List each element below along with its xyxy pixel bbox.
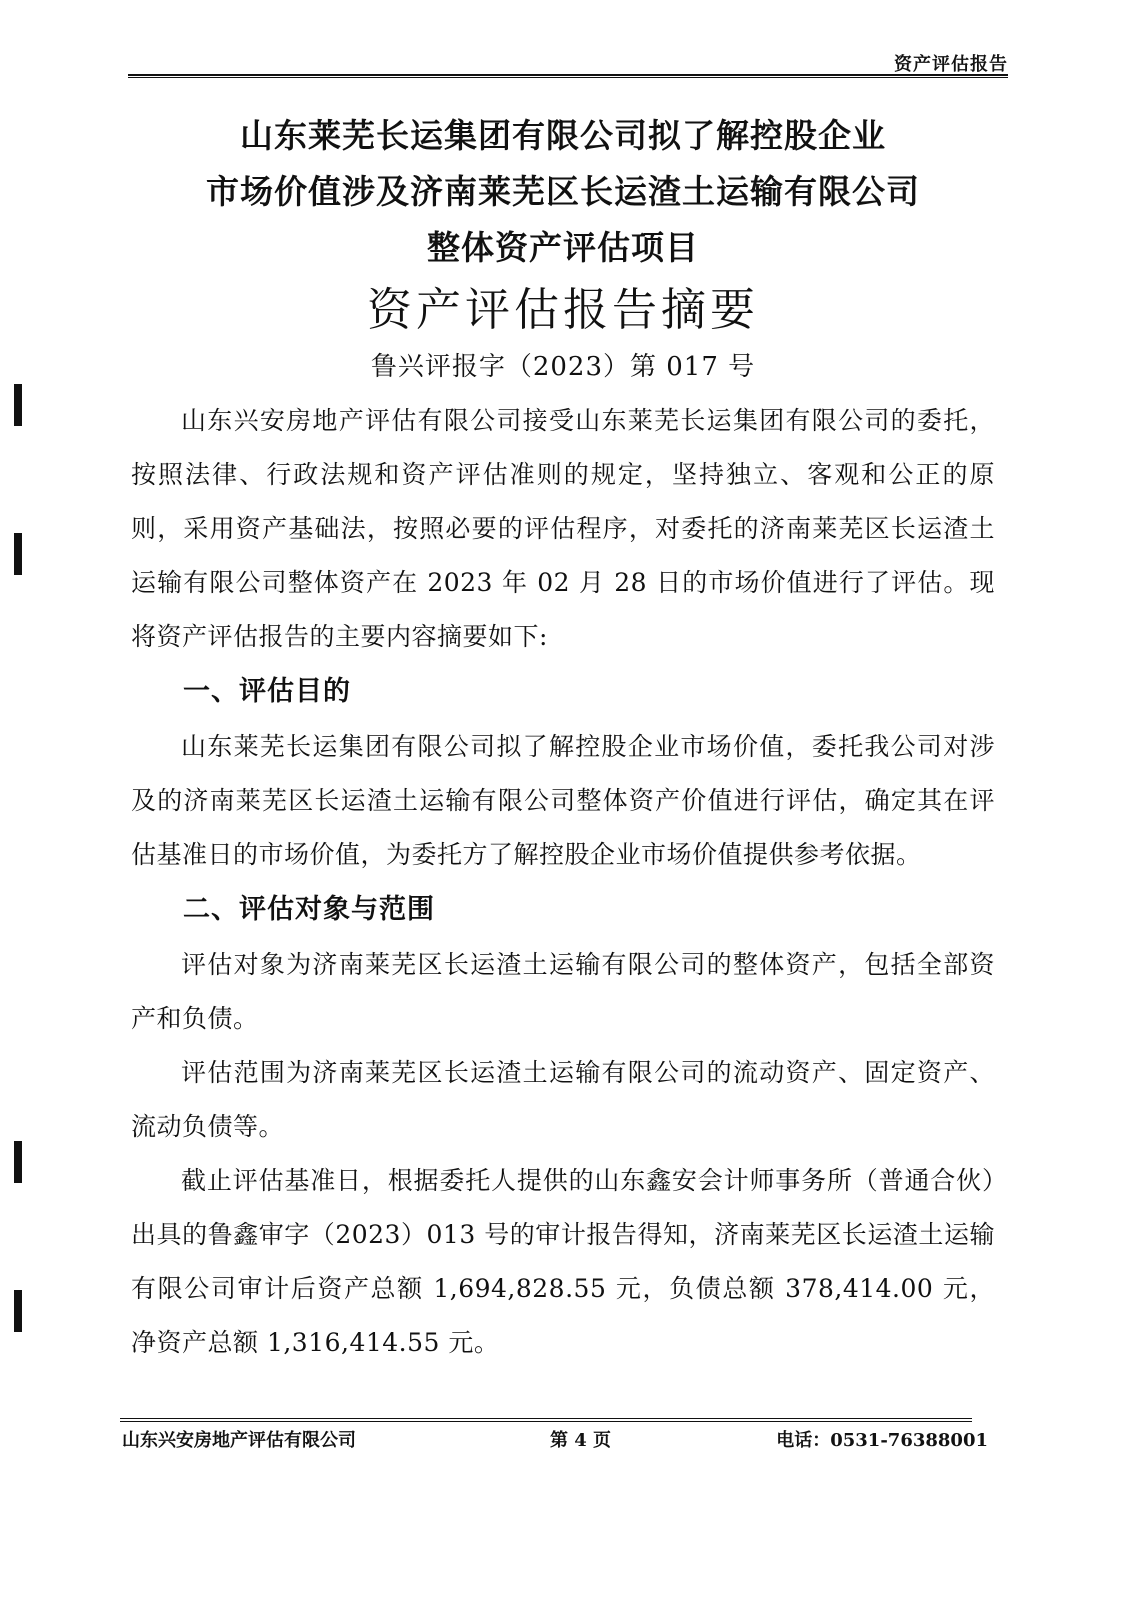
section-1-paragraph: 山东莱芜长运集团有限公司拟了解控股企业市场价值，委托我公司对涉及的济南莱芜区长运渣土运输有限公司整体资产价值进行评估，确定其在评估基准日的市场价值，为委托方了解控股企业市场价值提供参考依据。	[131, 732, 995, 869]
footer-company: 山东兴安房地产评估有限公司	[122, 1430, 356, 1451]
document-body	[131, 394, 995, 1370]
binding-mark	[14, 533, 22, 575]
project-title-line-1: 山东莱芜长运集团有限公司拟了解控股企业	[240, 116, 886, 155]
footer-phone: 电话：0531-76388001	[776, 1430, 988, 1451]
report-number: 鲁兴评报字（2023）第 017 号	[370, 352, 756, 382]
header-rule	[128, 74, 1008, 76]
running-header: 资产评估报告	[894, 54, 1008, 75]
evaluation-object-paragraph: 评估对象为济南莱芜区长运渣土运输有限公司的整体资产，包括全部资产和负债。	[131, 950, 995, 1033]
binding-mark	[14, 384, 22, 426]
report-main-title: 资产评估报告摘要	[366, 283, 759, 336]
page-number: 第 4 页	[550, 1430, 612, 1451]
audit-summary-paragraph: 截止评估基准日，根据委托人提供的山东鑫安会计师事务所（普通合伙）出具的鲁鑫审字（2023）013 号的审计报告得知，济南莱芜区长运渣土运输有限公司审计后资产总额 1,694,828.55 元，负债总额 378,414.00 元，净资产总额 1,316,414.55 元。	[131, 1166, 995, 1357]
title-block	[0, 108, 1126, 390]
binding-mark	[14, 1290, 22, 1332]
section-2-heading: 二、评估对象与范围	[183, 894, 435, 925]
project-title-line-2: 市场价值涉及济南莱芜区长运渣土运输有限公司	[206, 172, 920, 211]
footer-rule-thin	[120, 1421, 972, 1422]
header-rule-thin	[128, 77, 1008, 78]
evaluation-scope-paragraph: 评估范围为济南莱芜区长运渣土运输有限公司的流动资产、固定资产、流动负债等。	[131, 1058, 995, 1141]
project-title-line-3: 整体资产评估项目	[427, 228, 699, 267]
binding-mark	[14, 1141, 22, 1183]
section-1-heading: 一、评估目的	[183, 676, 351, 707]
footer-rule	[120, 1418, 972, 1419]
intro-paragraph: 山东兴安房地产评估有限公司接受山东莱芜长运集团有限公司的委托，按照法律、行政法规和资产评估准则的规定，坚持独立、客观和公正的原则，采用资产基础法，按照必要的评估程序，对委托的济南莱芜区长运渣土运输有限公司整体资产在 2023 年 02 月 28 日的市场价值进行了评估。现将资产评估报告的主要内容摘要如下:	[131, 406, 995, 651]
